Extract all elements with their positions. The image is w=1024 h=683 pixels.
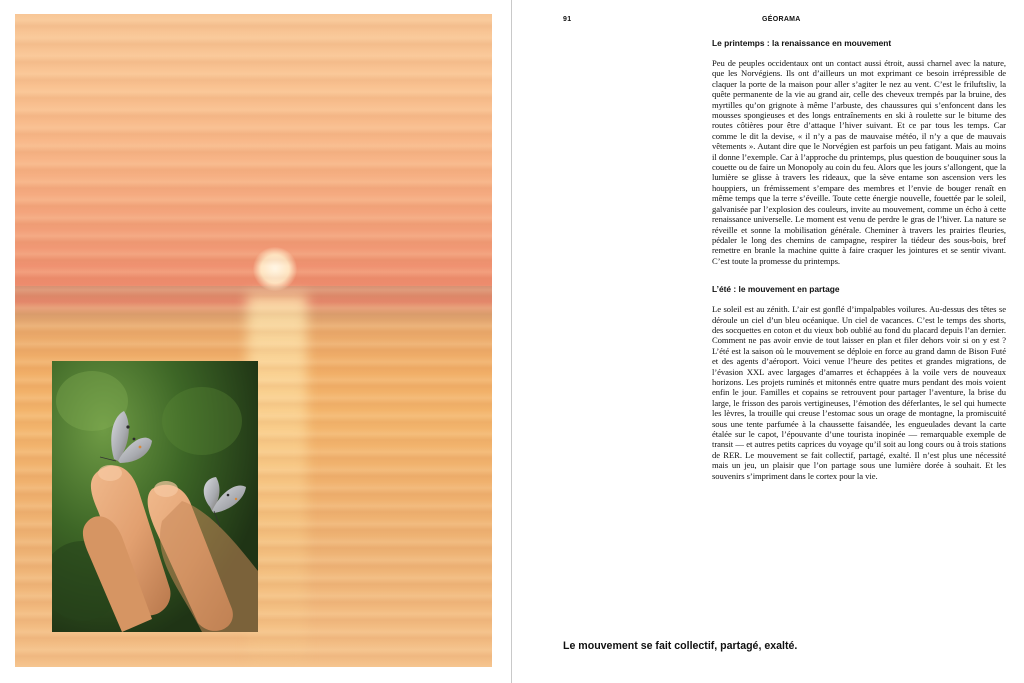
article-body xyxy=(712,38,1006,481)
butterfly-inset-photo xyxy=(52,361,258,632)
butterfly-scene xyxy=(52,361,258,632)
page-number: 91 xyxy=(563,16,572,23)
section-text: Le soleil est au zénith. L’air est gonflé d’impalpables voilures. Au-dessus des têtes se déroule un ciel d’un bleu océanique. Un ciel de vacances. C’est le temps des shorts, des socquettes en coton et du vieux bob oublié au fond du placard depuis l’an dernier. Comment ne pas avoir envie de tout laisser en plan et filer dehors voir si on y est ? L’été est la saison où le mouvement se déploie en force au grand damn de Bison Futé et des agents d’aéroport. Voici venue l’heure des petites et grandes migrations, de l’évasion XXL avec largages d’amarres et échappées à la voile vers de nouveaux horizons. Les projets ruminés et mitonnés entre quatre murs pendant des mois voient enfin le jour. Familles et copains se retrouvent pour partager l’aventure, la brise du large, le frisson des parois vertigineuses, l’émotion des déferlantes, le sel qui humecte les lèvres, la trouille qui creuse l’estomac sous un orage de montagne, la promiscuité sous une tente parfumée à la chaussette faisandée, les engueulades devant la carte étalée sur le capot, l’épouvante d’une tourista inopinée — remarquable exemple de transit — et autres petits caprices du voyage qu’il soit au long cours ou à trois stations de RER. Le mouvement se fait collectif, partagé, exalté. Il n’est plus une nécessité mais un jeu, un plaisir que l’on partage sous une lumière dorée à souhait. Et les souvenirs s’impriment dans le cortex pour la vie. xyxy=(712,304,1006,481)
section-heading: Le printemps : la renaissance en mouvement xyxy=(712,38,892,48)
section-spring xyxy=(712,38,1006,266)
magazine-title: GÉORAMA xyxy=(762,16,801,23)
pull-quote: Le mouvement se fait collectif, partagé, exalté. xyxy=(563,640,798,652)
section-summer xyxy=(712,284,1006,481)
section-text: Peu de peuples occidentaux ont un contact aussi étroit, aussi charnel avec la nature, que les Norvégiens. Ils ont d’ailleurs un mot exprimant ce besoin irrépressible de claquer la porte de la maison pour aller s’agiter le nez au vent. C’est le friluftsliv, la quête permanente de la vie au grand air, celle des cheveux trempés par la bruine, des myrtilles qu’on grignote à même l’arbuste, des chaussures qui s’enfoncent dans les mousses spongieuses et des longs entraînements en ski à roulette sur le bitume des routes côtières pour être d’attaque l’hiver suivant. Et ce par tous les temps. Car comme le dit la devise, « il n’y a pas de mauvaise météo, il n’y a que de mauvais vêtements ». Autant dire que le Norvégien est parfois un peu fatigant. Mais au moins il donne l’exemple. Car à l’approche du printemps, plus question de bouquiner sous la couette ou de faire un Monopoly au coin du feu. Alors que les jours s’allongent, que la lumière se glisse à travers les rideaux, que la sève entame son ascension vers les houppiers, un frémissement s’empare des membres et l’envie de bouger renaît en même temps que la terre s’éveille. Toute cette énergie nouvelle, fouettée par le soleil, galvanisée par l’explosion des couleurs, invite au mouvement, comme un écho à cette renaissance universelle. Le moment est venu de perdre le gras de l’hiver. La nature se réveille et sonne la mobilisation générale. Cheminer à travers les prairies fleuries, pédaler le long des chemins de campagne, respirer la tiédeur des sous-bois, bref remettre en branle la machine quitte à faire craquer les jointures et se sentir vivant. C’est toute la promesse du printemps. xyxy=(712,58,1006,266)
section-heading: L’été : le mouvement en partage xyxy=(712,284,840,295)
